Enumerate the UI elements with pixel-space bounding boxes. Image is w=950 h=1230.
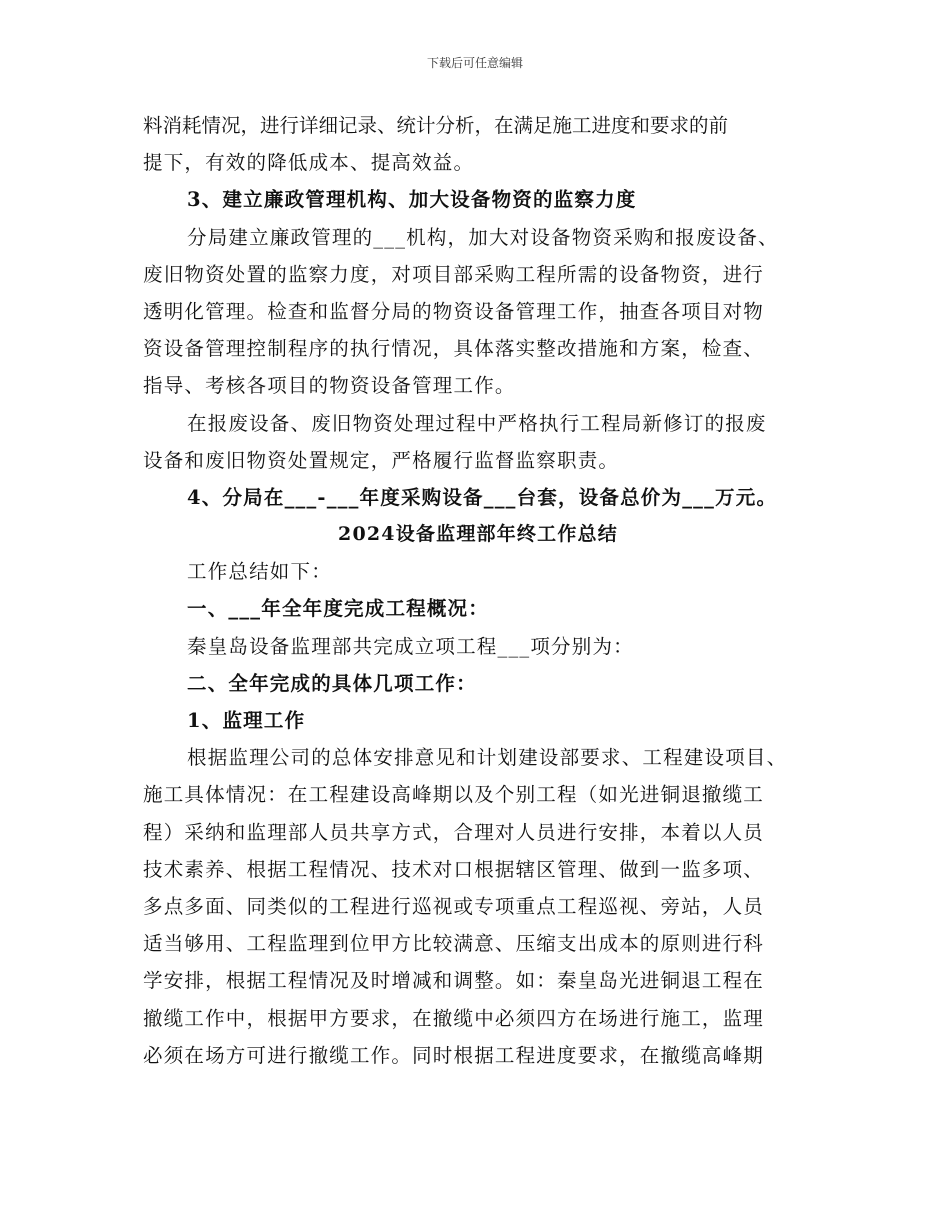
text-line: 必须在场方可进行撤缆工作。同时根据工程进度要求，在撤缆高峰期 [143,1043,765,1067]
text-line: 秦皇岛设备监理部共完成立项工程___项分别为： [187,634,634,658]
subsection-heading: 1、监理工作 [187,709,306,732]
text-line: 透明化管理。检查和监督分局的物资设备管理工作，抽查各项目对物 [143,299,765,323]
text-line: 提下，有效的降低成本、提高效益。 [143,151,475,175]
text-line-content: 料消耗情况，进行详细记录、统计分析，在满足施工进度和要求的前 [143,114,729,137]
text-line: 在报废设备、废旧物资处理过程中严格执行工程局新修订的报废 [187,411,767,435]
text-line: 撤缆工作中，根据甲方要求，在撤缆中必须四方在场进行施工，监理 [143,1006,765,1030]
text-line: 设备和废旧物资处置规定，严格履行监督监察职责。 [143,448,620,472]
text-line: 废旧物资处置的监察力度，对项目部采购工程所需的设备物资，进行 [143,262,765,286]
text-line: 资设备管理控制程序的执行情况，具体落实整改措施和方案，检查、 [143,337,765,361]
text-line: 施工具体情况：在工程建设高峰期以及个别工程（如光进铜退撤缆工 [143,783,765,807]
section-heading: 二、全年完成的具体几项工作： [187,671,477,695]
text-line: 适当够用、工程监理到位甲方比较满意、压缩支出成本的原则进行科 [143,932,765,956]
document-title: 2024设备监理部年终工作总结 [338,523,618,546]
text-line: 分局建立廉政管理的___机构，加大对设备物资采购和报废设备、 [187,225,779,249]
text-line: 指导、考核各项目的物资设备管理工作。 [143,374,516,398]
text-line [143,107,813,144]
section-heading: 4、分局在___-___年度采购设备___台套，设备总价为___万元。 [187,485,778,509]
text-line: 技术素养、根据工程情况、技术对口根据辖区管理、做到一监多项、 [143,857,765,881]
text-line: 多点多面、同类似的工程进行巡视或专项重点工程巡视、旁站，人员 [143,894,765,918]
text-line: 工作总结如下： [187,560,332,584]
text-line: 程）采纳和监理部人员共享方式，合理对人员进行安排，本着以人员 [143,820,765,844]
document-body [143,107,813,1074]
section-heading: 一、___年全年度完成工程概况： [187,597,489,621]
text-line: 根据监理公司的总体安排意见和计划建设部要求、工程建设项目、 [187,746,788,770]
page-header: 下载后可任意编辑 [426,56,523,70]
text-line: 学安排，根据工程情况及时增减和调整。如：秦皇岛光进铜退工程在 [143,969,765,993]
section-heading: 3、建立廉政管理机构、加大设备物资的监察力度 [187,188,637,212]
